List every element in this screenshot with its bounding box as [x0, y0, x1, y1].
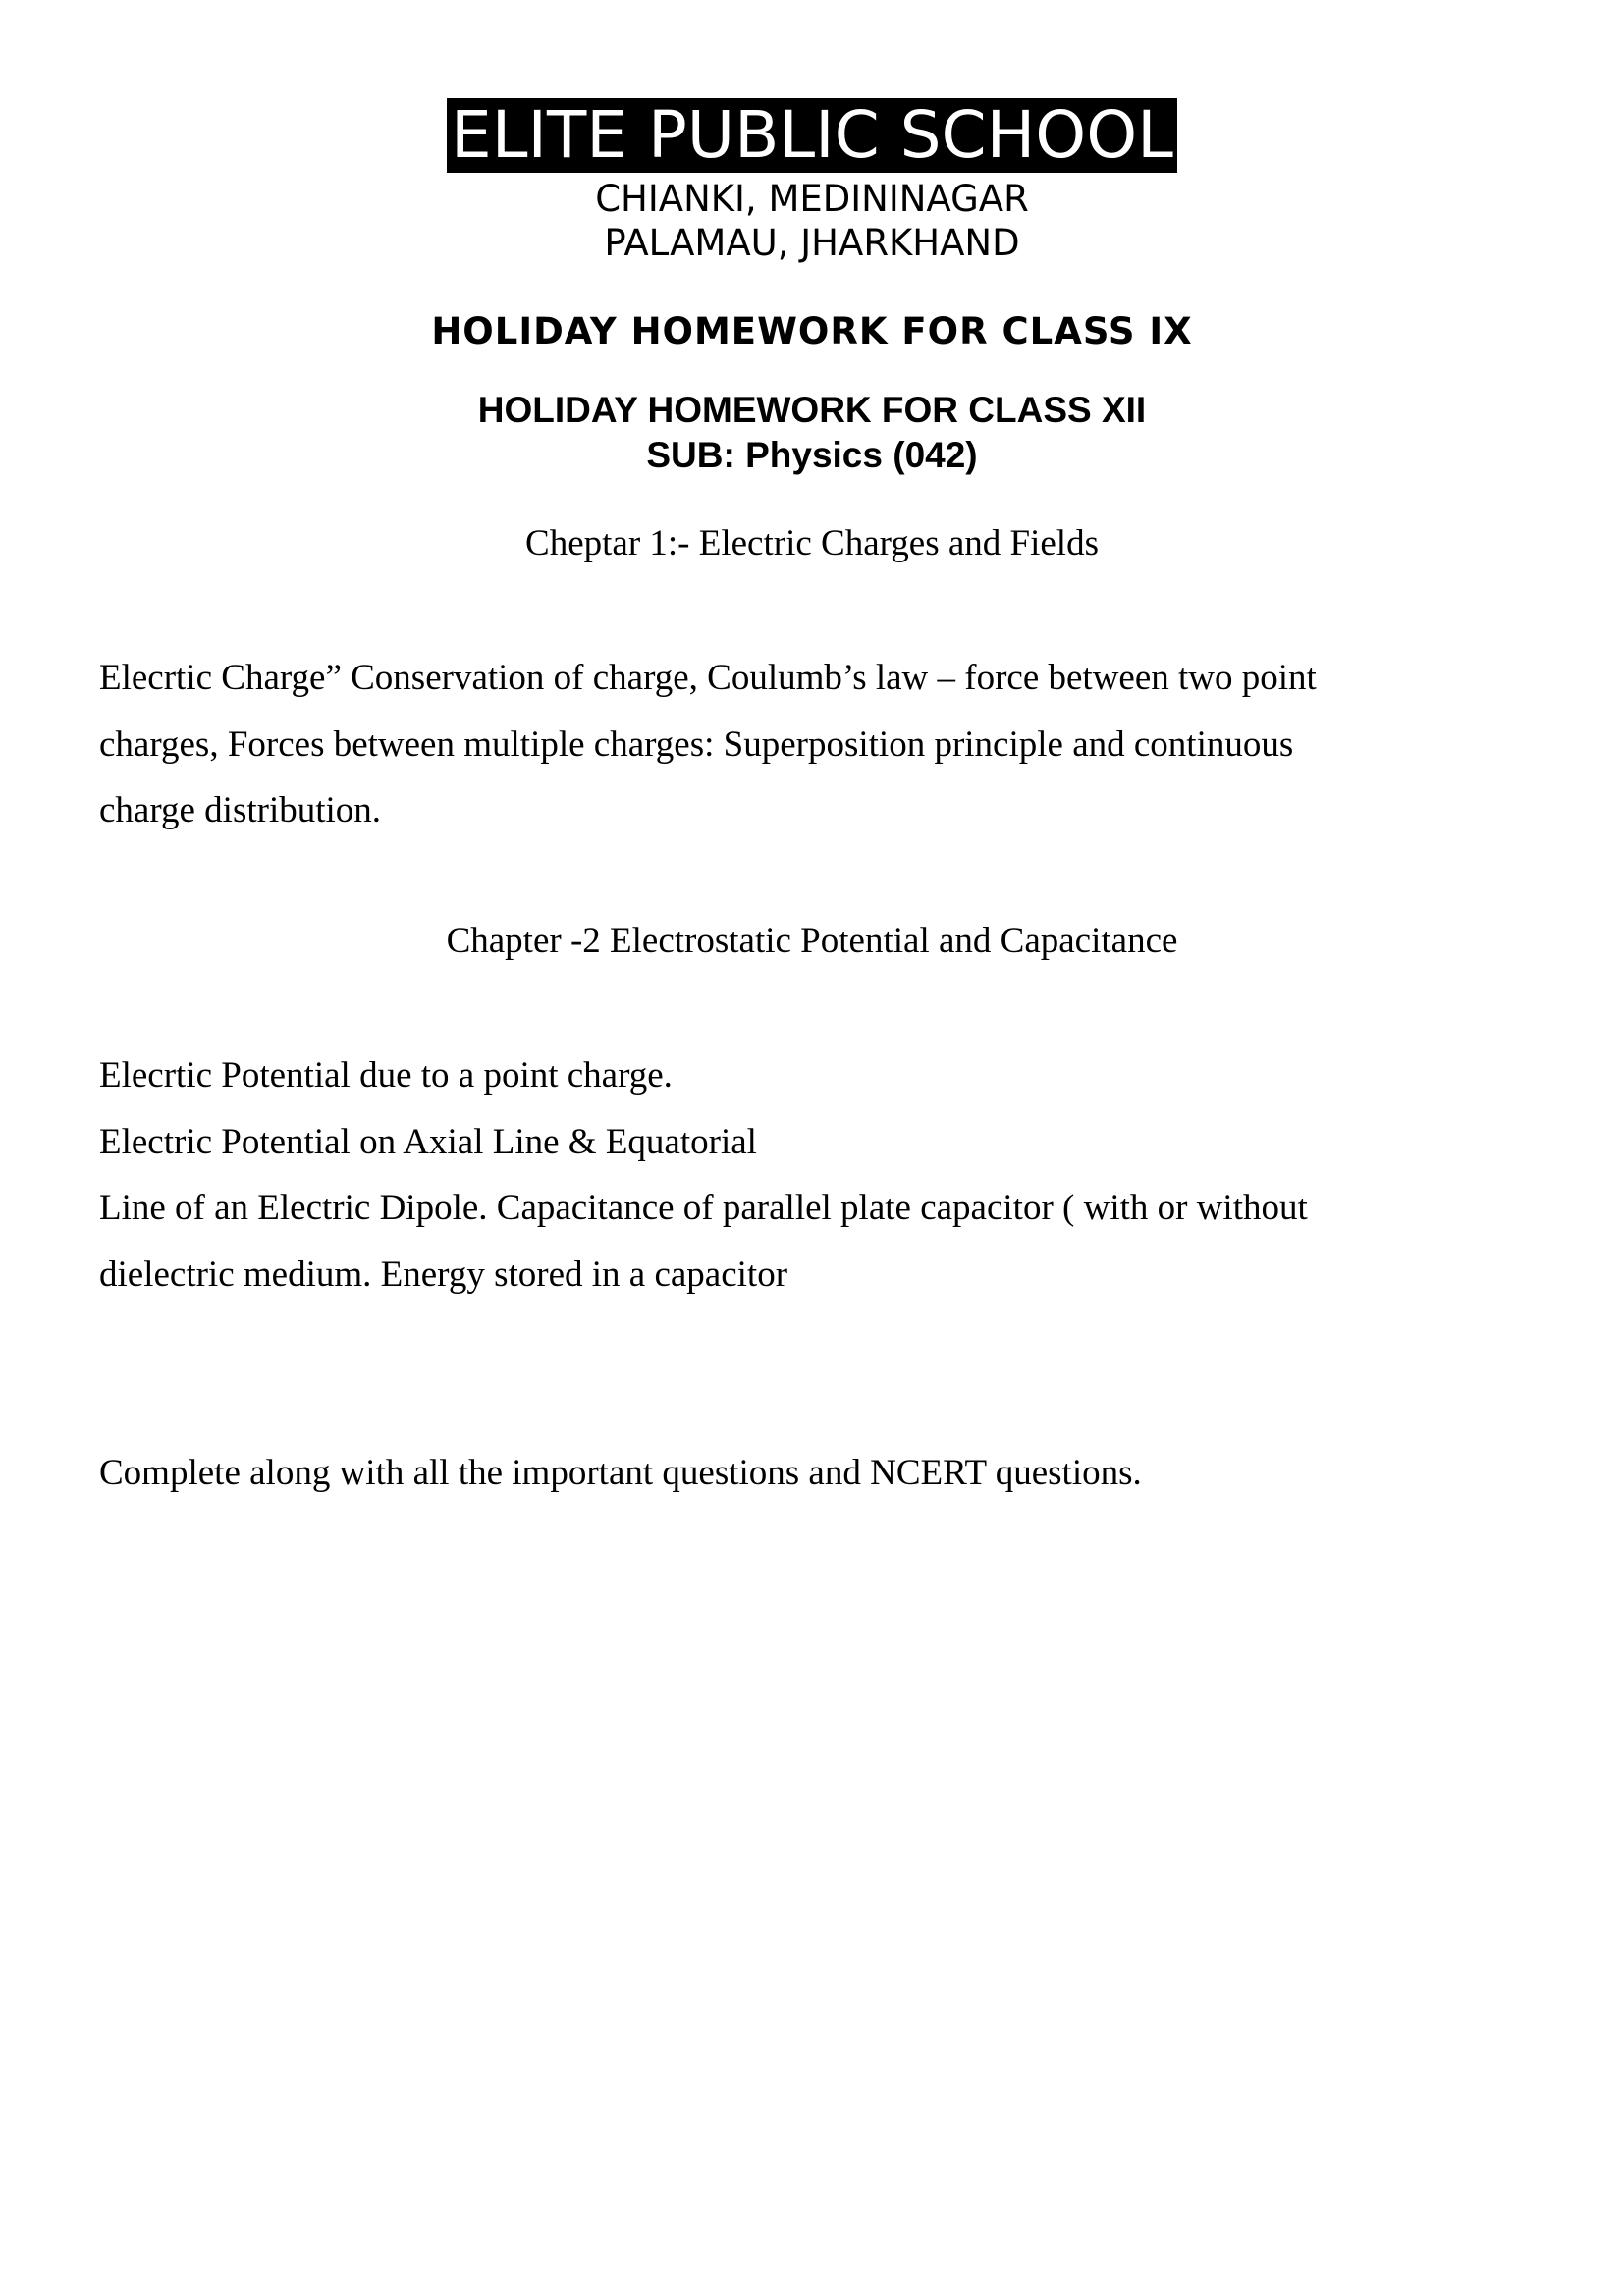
chapter-2-topics	[99, 1042, 1493, 1308]
chapter-2-line: dielectric medium. Energy stored in a capacitor	[99, 1254, 788, 1295]
chapter-2-heading: Chapter -2 Electrostatic Potential and Capacitance	[446, 921, 1178, 961]
chapter-1-line: charge distribution.	[99, 790, 382, 830]
chapter-1-heading: Cheptar 1:- Electric Charges and Fields	[525, 523, 1099, 563]
chapter-1-line: charges, Forces between multiple charges: Superposition principle and continuous	[99, 723, 1294, 765]
chapter-2-line: Electric Potential on Axial Line & Equatorial	[99, 1121, 757, 1162]
chapter-2-line: Elecrtic Potential due to a point charge.	[99, 1055, 673, 1095]
chapter-2-line: Line of an Electric Dipole. Capacitance of parallel plate capacitor ( with or without	[99, 1188, 1308, 1228]
homework-class-ix-title: HOLIDAY HOMEWORK FOR CLASS IX	[431, 310, 1193, 352]
school-name: ELITE PUBLIC SCHOOL	[447, 98, 1177, 173]
chapter-1-topics	[99, 645, 1493, 844]
instruction-note	[99, 1440, 1493, 1507]
address-line-1: CHIANKI, MEDININAGAR	[595, 178, 1029, 220]
school-name-banner	[0, 98, 1624, 173]
instruction-line: Complete along with all the important questions and NCERT questions.	[99, 1453, 1142, 1493]
subject-title: SUB: Physics (042)	[646, 435, 978, 475]
homework-class-xii-title: HOLIDAY HOMEWORK FOR CLASS XII	[477, 390, 1147, 430]
address-line-2: PALAMAU, JHARKHAND	[604, 222, 1020, 264]
chapter-1-line: Elecrtic Charge” Conservation of charge, Coulumb’s law – force between two point	[99, 658, 1317, 698]
